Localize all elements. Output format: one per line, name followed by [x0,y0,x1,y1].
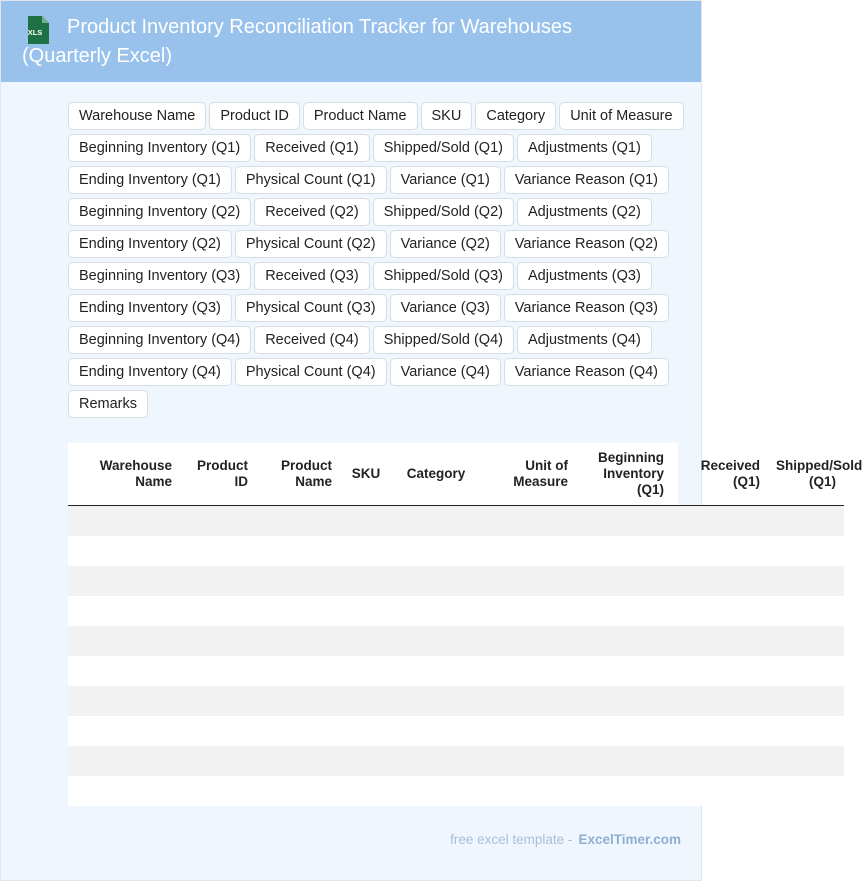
column-header: Product ID [180,443,256,506]
table-cell[interactable] [576,536,672,566]
table-cell[interactable] [576,686,672,716]
table-cell[interactable] [392,656,480,686]
table-cell[interactable] [576,746,672,776]
field-chip: Physical Count (Q1) [235,166,387,194]
table-cell[interactable] [768,536,844,566]
table-cell[interactable] [480,536,576,566]
table-cell[interactable] [180,746,256,776]
field-chip: Received (Q4) [254,326,369,354]
field-chip: Variance Reason (Q1) [504,166,669,194]
table-cell[interactable] [392,746,480,776]
field-chip: Physical Count (Q2) [235,230,387,258]
table-cell[interactable] [480,746,576,776]
table-cell[interactable] [340,746,392,776]
footer-text: free excel template - [450,832,573,847]
column-header: Shipped/Sold (Q1) [768,443,844,506]
field-chip: Variance (Q4) [390,358,501,386]
table-cell[interactable] [68,626,180,656]
table-cell[interactable] [480,596,576,626]
field-chip: Product Name [303,102,418,130]
table-body [68,506,844,807]
table-cell[interactable] [768,596,844,626]
table-cell[interactable] [672,596,768,626]
table-cell[interactable] [256,686,340,716]
table-cell[interactable] [68,506,180,537]
table-header-row [68,443,844,506]
table-cell[interactable] [392,506,480,537]
table-row [68,686,844,716]
table-cell[interactable] [672,656,768,686]
table-cell[interactable] [256,746,340,776]
field-chip: Adjustments (Q1) [517,134,652,162]
field-chip: Adjustments (Q3) [517,262,652,290]
table-row [68,776,844,806]
field-chip: Category [475,102,556,130]
footer-brand-link[interactable]: ExcelTimer.com [578,832,681,847]
column-header: Warehouse Name [68,443,180,506]
table-cell[interactable] [480,656,576,686]
table-cell[interactable] [68,656,180,686]
table-cell[interactable] [672,506,768,537]
field-chip: Beginning Inventory (Q4) [68,326,251,354]
table-cell[interactable] [768,716,844,746]
table-row [68,506,844,537]
table-cell[interactable] [180,686,256,716]
column-header: Unit of Measure [480,443,576,506]
table-cell[interactable] [256,776,340,806]
page-title: Product Inventory Reconciliation Tracker for Warehouses (Quarterly Excel) [22,16,573,67]
field-chip: Adjustments (Q4) [517,326,652,354]
field-chip: Remarks [68,390,148,418]
table-cell[interactable] [672,536,768,566]
table-cell[interactable] [768,686,844,716]
table-row [68,596,844,626]
table-cell[interactable] [392,686,480,716]
field-chip: Ending Inventory (Q2) [68,230,232,258]
field-chip: Shipped/Sold (Q1) [373,134,514,162]
table-cell[interactable] [576,626,672,656]
table-cell[interactable] [672,566,768,596]
field-chip: Variance (Q2) [390,230,501,258]
table-cell[interactable] [180,626,256,656]
table-cell[interactable] [68,566,180,596]
table-cell[interactable] [256,626,340,656]
table-cell[interactable] [768,776,844,806]
table-cell[interactable] [180,596,256,626]
xls-icon-label: XLS [27,28,43,37]
table-cell[interactable] [768,566,844,596]
field-chip: Received (Q1) [254,134,369,162]
table-cell[interactable] [576,716,672,746]
table-cell[interactable] [392,716,480,746]
field-chip: Shipped/Sold (Q4) [373,326,514,354]
table-cell[interactable] [340,686,392,716]
table-cell[interactable] [340,536,392,566]
table-cell[interactable] [256,566,340,596]
table-cell[interactable] [392,596,480,626]
table-cell[interactable] [256,506,340,537]
table-cell[interactable] [180,656,256,686]
field-chip: Shipped/Sold (Q3) [373,262,514,290]
table-cell[interactable] [768,746,844,776]
field-chip: Variance Reason (Q2) [504,230,669,258]
field-chip: Ending Inventory (Q1) [68,166,232,194]
table-cell[interactable] [340,656,392,686]
table-cell[interactable] [180,716,256,746]
table-cell[interactable] [392,626,480,656]
table-cell[interactable] [340,626,392,656]
field-chip: Ending Inventory (Q4) [68,358,232,386]
table-cell[interactable] [392,776,480,806]
field-chip: Unit of Measure [559,102,683,130]
table-row [68,626,844,656]
table-cell[interactable] [672,746,768,776]
table-cell[interactable] [672,626,768,656]
column-header: Category [392,443,480,506]
table-cell[interactable] [480,776,576,806]
table-cell[interactable] [340,716,392,746]
table-cell[interactable] [68,686,180,716]
field-chip: Physical Count (Q4) [235,358,387,386]
table-cell[interactable] [340,506,392,537]
field-chip: Received (Q3) [254,262,369,290]
table-row [68,566,844,596]
table-cell[interactable] [576,656,672,686]
table-cell[interactable] [340,596,392,626]
field-list [68,102,688,418]
table-cell[interactable] [576,776,672,806]
table-cell[interactable] [68,596,180,626]
header-banner [1,1,701,82]
field-chip: Received (Q2) [254,198,369,226]
column-header: Product Name [256,443,340,506]
table-row [68,656,844,686]
table-cell[interactable] [180,776,256,806]
table-cell[interactable] [392,536,480,566]
column-header: SKU [340,443,392,506]
field-chip: Shipped/Sold (Q2) [373,198,514,226]
table-cell[interactable] [340,566,392,596]
field-chip: Beginning Inventory (Q2) [68,198,251,226]
column-header: Received (Q1) [672,443,768,506]
table-cell[interactable] [340,776,392,806]
table-row [68,536,844,566]
field-chip: Ending Inventory (Q3) [68,294,232,322]
table-cell[interactable] [576,506,672,537]
table-cell[interactable] [392,566,480,596]
table-cell[interactable] [576,566,672,596]
table-cell[interactable] [480,566,576,596]
table-row [68,746,844,776]
field-chip: Beginning Inventory (Q1) [68,134,251,162]
field-chip: Variance (Q1) [390,166,501,194]
field-chip: Variance Reason (Q4) [504,358,669,386]
field-chip: SKU [421,102,473,130]
footer [450,832,681,847]
table-cell[interactable] [68,776,180,806]
table-row [68,716,844,746]
table-cell[interactable] [768,626,844,656]
column-header: Beginning Inventory (Q1) [576,443,672,506]
field-chip: Physical Count (Q3) [235,294,387,322]
table-cell[interactable] [576,596,672,626]
field-chip: Variance Reason (Q3) [504,294,669,322]
table-cell[interactable] [480,716,576,746]
table-cell[interactable] [180,566,256,596]
table-cell[interactable] [68,536,180,566]
table-cell[interactable] [256,656,340,686]
field-chip: Warehouse Name [68,102,206,130]
table-cell[interactable] [768,656,844,686]
table-cell[interactable] [256,536,340,566]
data-table [68,443,862,806]
table-cell[interactable] [672,776,768,806]
table-cell[interactable] [480,506,576,537]
table-cell[interactable] [68,746,180,776]
data-table-container [68,443,862,806]
table-cell[interactable] [256,596,340,626]
table-cell[interactable] [480,626,576,656]
table-cell[interactable] [256,716,340,746]
field-chip: Variance (Q3) [390,294,501,322]
table-cell[interactable] [180,536,256,566]
table-cell[interactable] [672,716,768,746]
table-cell[interactable] [672,686,768,716]
field-chip: Beginning Inventory (Q3) [68,262,251,290]
table-cell[interactable] [180,506,256,537]
table-cell[interactable] [768,506,844,537]
table-cell[interactable] [480,686,576,716]
table-cell[interactable] [68,716,180,746]
field-chip: Product ID [209,102,300,130]
field-chip: Adjustments (Q2) [517,198,652,226]
